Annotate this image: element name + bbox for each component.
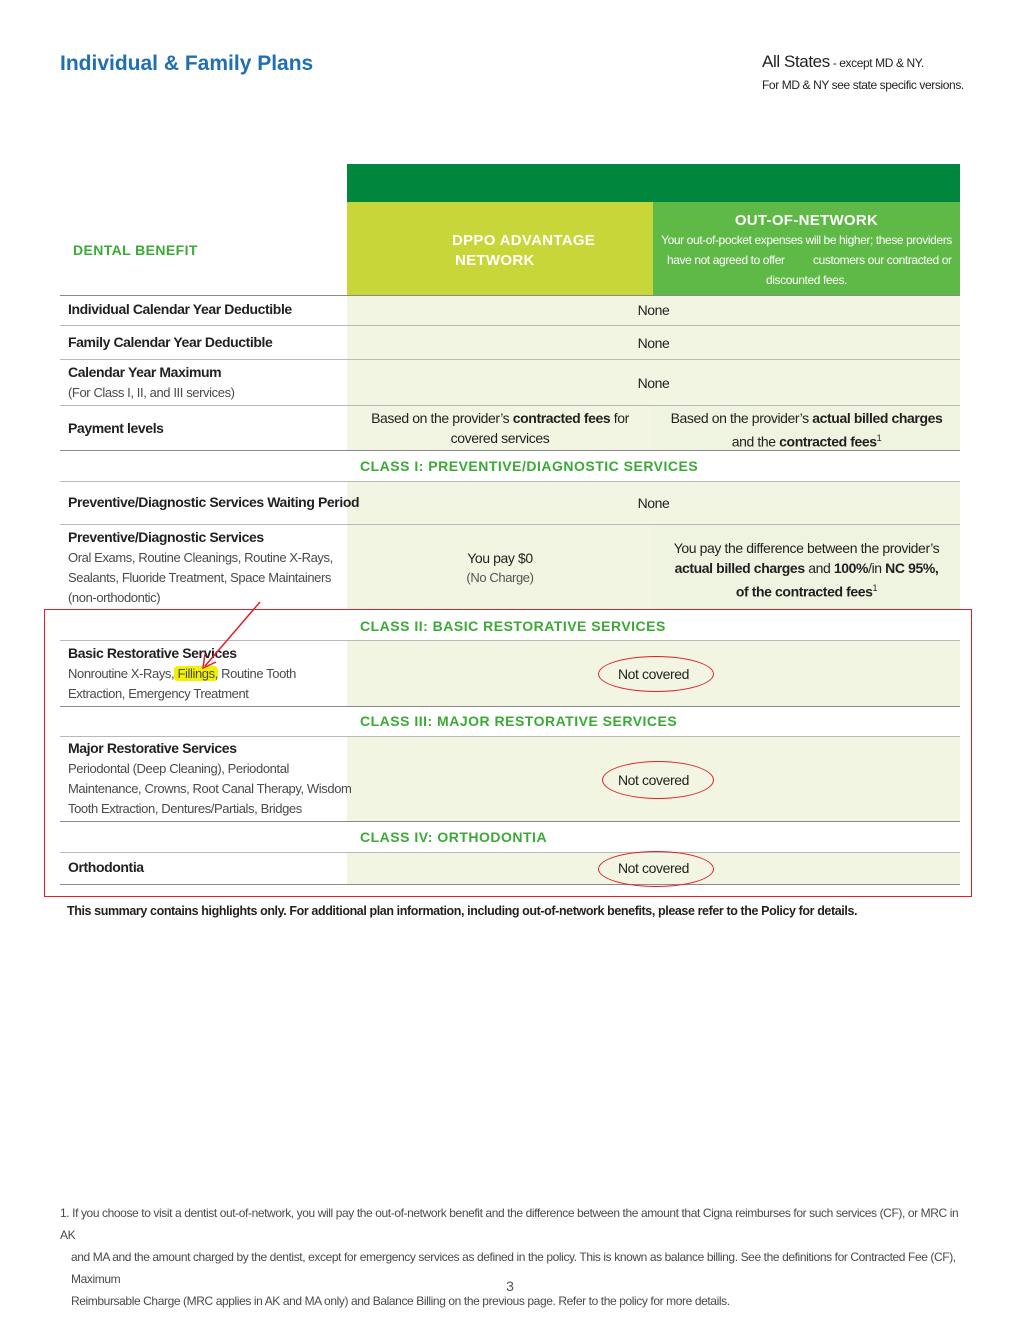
text: Based on the provider’s — [371, 410, 513, 426]
out-network-note-3: customers our contracted or — [813, 253, 952, 267]
divider — [60, 524, 960, 525]
year-max-label: Calendar Year Maximum — [68, 364, 222, 380]
text: Nonroutine X-Rays, — [68, 666, 175, 681]
footnote-ref: 1 — [872, 583, 878, 593]
payment-out-network — [653, 408, 960, 452]
text: covered services — [450, 430, 550, 446]
divider — [60, 481, 960, 482]
divider — [60, 359, 960, 360]
orthodontia-label: Orthodontia — [68, 859, 144, 875]
preventive-in-note: (No Charge) — [466, 570, 534, 585]
basic-restorative-label: Basic Restorative Services — [68, 645, 237, 661]
major-restorative-sub-1: Periodontal (Deep Cleaning), Periodontal — [68, 761, 290, 776]
text: Based on the provider’s — [670, 410, 813, 426]
basic-restorative-value: Not covered — [617, 666, 690, 682]
preventive-sub-3: (non-orthodontic) — [68, 590, 161, 605]
class2-title: CLASS II: BASIC RESTORATIVE SERVICES — [360, 618, 666, 634]
text-bold: actual billed charges — [674, 560, 805, 576]
states-main: All States — [762, 52, 830, 71]
text-bold: 100% — [833, 560, 869, 576]
page-number: 3 — [506, 1278, 514, 1294]
footnote-line: 1. If you choose to visit a dentist out-of-network, you will pay the out-of-network benefit and the difference between the amount that Cigna reimburses for such services (CF), or MRC in AK — [60, 1206, 959, 1242]
text: /in — [868, 560, 886, 576]
fillings-highlight: Fillings, — [174, 666, 218, 681]
preventive-in-value: You pay $0 — [467, 550, 533, 566]
text-bold: actual billed charges — [812, 410, 943, 426]
annotation-ellipse — [598, 656, 714, 692]
dental-benefit-heading: DENTAL BENEFIT — [73, 242, 198, 258]
payment-levels-label: Payment levels — [68, 420, 164, 436]
out-network-note-4: discounted fees. — [766, 273, 847, 287]
summary-note: This summary contains highlights only. For additional plan information, including out-of-network benefits, please refer to the Policy for details. — [67, 904, 858, 918]
preventive-sub-1: Oral Exams, Routine Cleanings, Routine X-Rays, — [68, 550, 333, 565]
in-network-header — [347, 202, 653, 295]
indiv-deductible-value: None — [637, 302, 670, 318]
class1-title: CLASS I: PREVENTIVE/DIAGNOSTIC SERVICES — [360, 458, 699, 474]
text-bold: contracted fees — [779, 433, 877, 450]
states-heading — [762, 52, 924, 72]
out-network-note-1: Your out-of-pocket expenses will be higher; these providers — [661, 233, 952, 247]
annotation-ellipse — [598, 851, 714, 887]
out-network-header — [653, 202, 960, 295]
year-max-sub: (For Class I, II, and III services) — [68, 385, 235, 400]
basic-restorative-sub-2: Extraction, Emergency Treatment — [68, 686, 249, 701]
major-restorative-sub-3: Tooth Extraction, Dentures/Partials, Bridges — [68, 801, 302, 816]
family-deductible-label: Family Calendar Year Deductible — [68, 334, 273, 350]
preventive-sub-2: Sealants, Fluoride Treatment, Space Maintainers — [68, 570, 332, 585]
family-deductible-value: None — [637, 335, 670, 351]
states-note: For MD & NY see state specific versions. — [762, 78, 964, 92]
waiting-period-value: None — [637, 495, 670, 511]
footnote-ref: 1 — [876, 433, 882, 443]
divider — [60, 295, 960, 296]
annotation-arrow — [195, 598, 270, 678]
text: and the — [731, 433, 780, 450]
class4-title: CLASS IV: ORTHODONTIA — [360, 829, 548, 845]
page-title: Individual & Family Plans — [60, 52, 314, 75]
out-network-note-2: have not agreed to offer — [667, 253, 785, 267]
text: You pay the difference between the provider’s — [673, 540, 940, 556]
major-restorative-sub-2: Maintenance, Crowns, Root Canal Therapy, Wisdom — [68, 781, 352, 796]
major-restorative-value: Not covered — [617, 772, 690, 788]
out-network-title: OUT-OF-NETWORK — [734, 212, 879, 229]
text: for — [610, 410, 629, 426]
preventive-label: Preventive/Diagnostic Services — [68, 529, 264, 545]
divider — [60, 405, 960, 406]
preventive-out-value — [653, 538, 960, 602]
annotation-box — [44, 609, 972, 897]
footnote-1 — [60, 1202, 960, 1312]
text-bold: of the contracted fees — [735, 583, 873, 600]
waiting-period-label: Preventive/Diagnostic Services Waiting Period — [68, 494, 360, 510]
footnote-line: Reimbursable Charge (MRC applies in AK and MA only) and Balance Billing on the previous page. Refer to the policy for more details. — [71, 1294, 730, 1308]
major-restorative-label: Major Restorative Services — [68, 740, 237, 756]
footnote-line: and MA and the amount charged by the dentist, except for emergency services as defined in the policy. This is known as balance billing. See the definitions for Contracted Fee (CF), Maximum — [71, 1250, 956, 1286]
year-max-value: None — [637, 375, 670, 391]
text-bold: contracted fees — [512, 410, 611, 426]
table-header-band — [347, 164, 960, 202]
states-except: - except MD & NY. — [829, 56, 924, 70]
class3-title: CLASS III: MAJOR RESTORATIVE SERVICES — [360, 713, 678, 729]
divider — [60, 325, 960, 326]
text: Routine Tooth — [217, 666, 296, 681]
in-network-title-line1: DPPO ADVANTAGE — [452, 232, 596, 249]
payment-in-network — [347, 408, 653, 448]
in-network-title-line2: NETWORK — [455, 252, 535, 269]
orthodontia-value: Not covered — [617, 860, 690, 876]
text: and — [804, 560, 834, 576]
indiv-deductible-label: Individual Calendar Year Deductible — [68, 301, 292, 317]
text-bold: NC 95%, — [885, 560, 939, 576]
annotation-ellipse — [602, 761, 714, 799]
